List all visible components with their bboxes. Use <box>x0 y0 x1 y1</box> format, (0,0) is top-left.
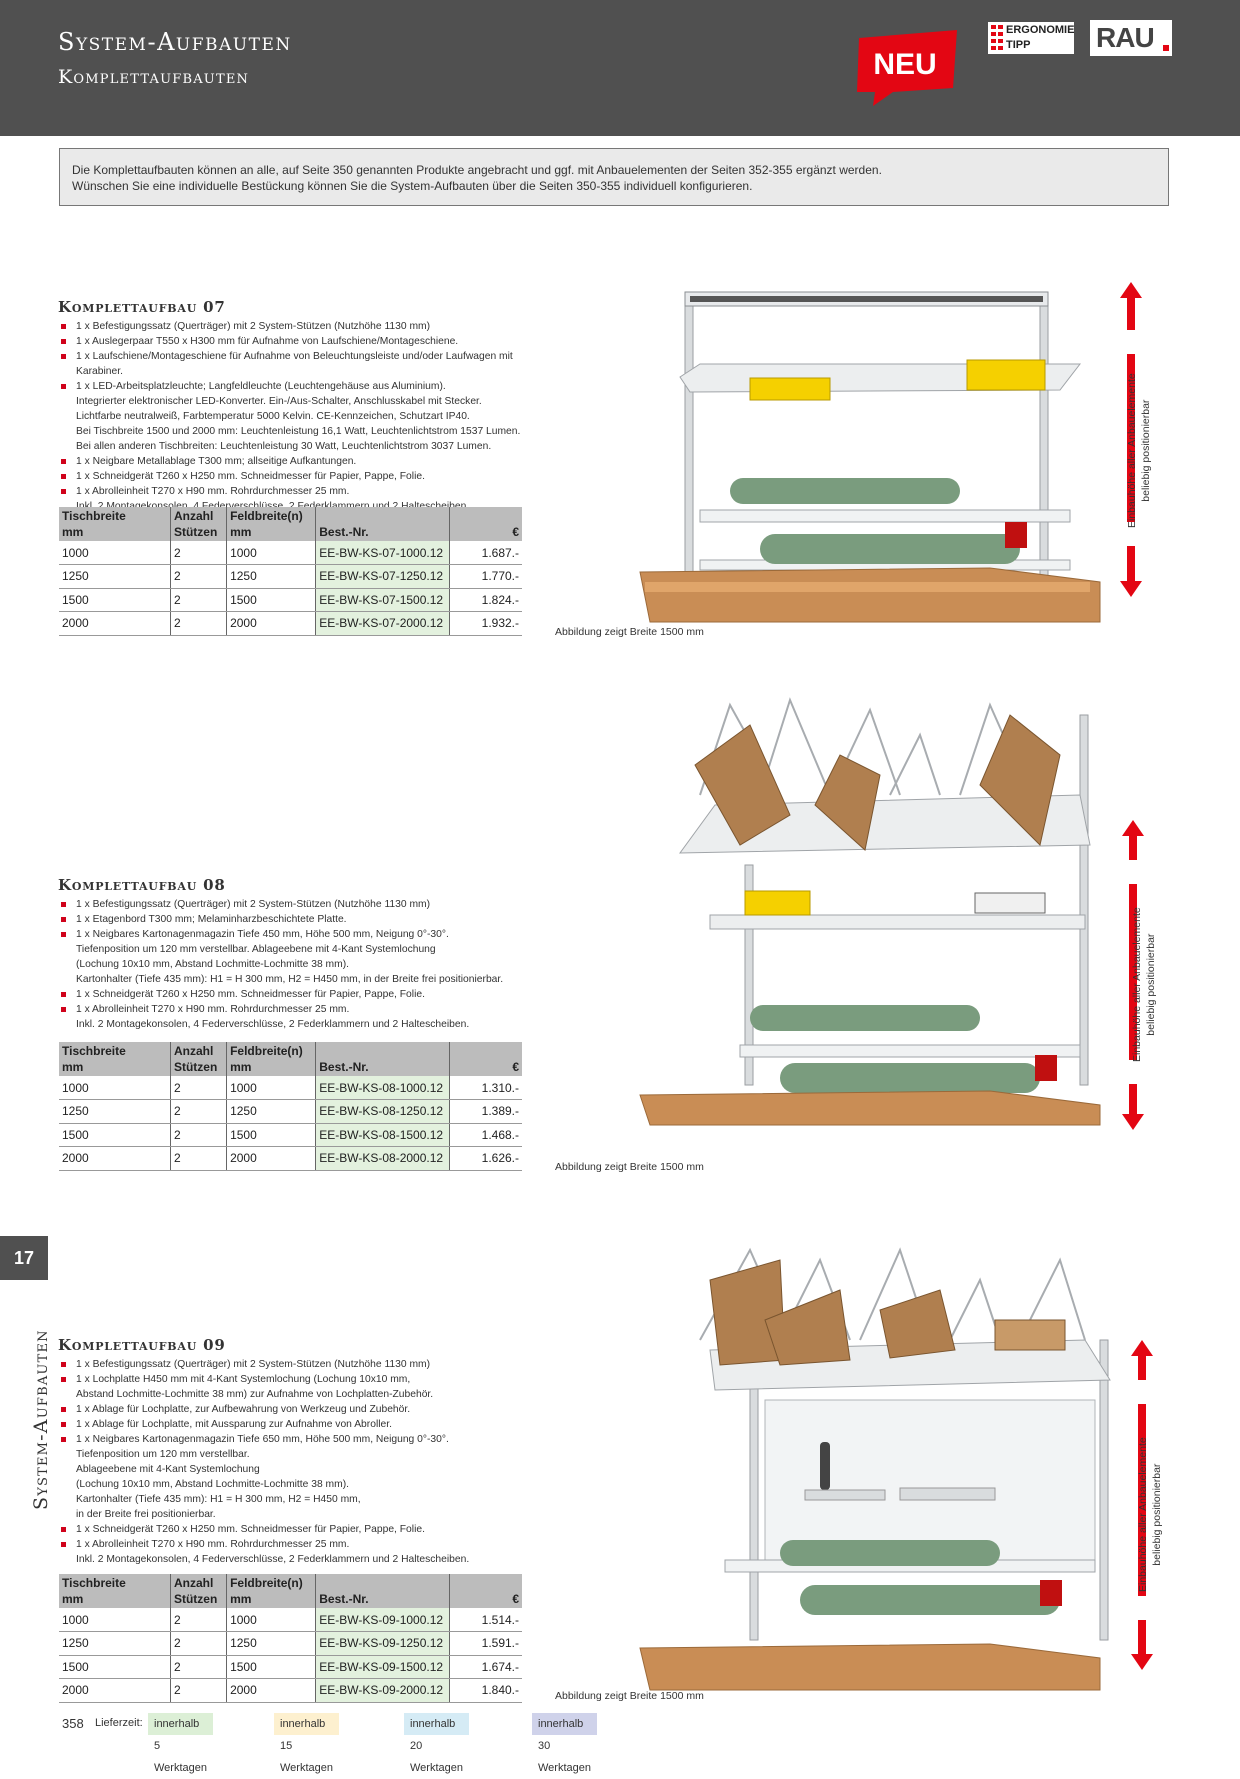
neu-badge-text: NEU <box>873 48 937 81</box>
header-anzahl: Anzahl <box>173 1044 214 1058</box>
cell-price: 1.824.- <box>450 588 522 612</box>
price-table-09 <box>59 1574 522 1703</box>
header-tischbreite: Tischbreite <box>62 1576 126 1590</box>
chapter-label: System-Aufbauten <box>30 1329 52 1510</box>
header-tischbreite: Tischbreite <box>62 509 126 523</box>
header-stuetzen: Stützen <box>173 525 218 539</box>
header-bestnr: Best.-Nr. <box>319 525 369 539</box>
cell-supports: 2 <box>170 1632 226 1656</box>
feature-item: Tiefenposition um 120 mm verstellbar. Ablageebene mit 4-Kant Systemlochung <box>76 944 436 955</box>
product-section-08 <box>58 876 538 1032</box>
product-title: Komplettaufbau 09 <box>58 1336 226 1354</box>
feature-item: Bei allen anderen Tischbreiten: Leuchtenleistung 30 Watt, Leuchtenlichtstrom 3037 Lumen. <box>76 441 492 452</box>
mounting-height-note-line2: beliebig positionierbar <box>1140 399 1152 502</box>
feature-item: 1 x Neigbare Metallablage T300 mm; allseitige Aufkantungen. <box>58 454 538 469</box>
table-row <box>59 1632 522 1656</box>
table-row <box>59 588 522 612</box>
col-anzahl <box>170 1042 226 1076</box>
feature-item: 1 x Auslegerpaar T550 x H300 mm für Aufnahme von Laufschiene/Montageschiene. <box>58 334 538 349</box>
col-price <box>450 1574 522 1608</box>
header-feldbreite: Feldbreite(n) <box>230 1576 303 1590</box>
delivery-5-days: innerhalb 5 Werktagen <box>148 1713 213 1735</box>
mounting-height-note-line2: beliebig positionierbar <box>1151 1463 1163 1566</box>
cell-width: 1500 <box>59 588 170 612</box>
neu-badge <box>853 28 963 106</box>
feature-item: Ablageebene mit 4-Kant Systemlochung <box>76 1464 260 1475</box>
header-spacer <box>453 1043 519 1059</box>
table-row <box>59 1076 522 1100</box>
col-feldbreite <box>227 1574 316 1608</box>
feature-item: 1 x Abrolleinheit T270 x H90 mm. Rohrdurchmesser 25 mm. <box>58 1002 538 1017</box>
cell-width: 1000 <box>59 541 170 565</box>
intro-line-1: Die Komplettaufbauten können an alle, auf Seite 350 genannten Produkte angebracht und ggf. mit Anbauelementen der Seiten 352-355 ergänzt werden. <box>72 163 882 177</box>
header-anzahl: Anzahl <box>173 1576 214 1590</box>
feature-item: 1 x Ablage für Lochplatte, zur Aufbewahrung von Werkzeug und Zubehör. <box>58 1402 538 1417</box>
cell-supports: 2 <box>170 1608 226 1632</box>
product-section-09 <box>58 1336 538 1567</box>
cell-width: 1250 <box>59 1100 170 1124</box>
cell-art: EE-BW-KS-09-1250.12 <box>316 1632 450 1656</box>
feature-item: Bei Tischbreite 1500 und 2000 mm: Leuchtenleistung 16,1 Watt, Leuchtenlichtstrom 1537 Lumen. <box>76 426 521 437</box>
feature-item: 1 x Schneidgerät T260 x H250 mm. Schneidmesser für Papier, Pappe, Folie. <box>58 987 538 1002</box>
col-tischbreite <box>59 1574 170 1608</box>
feature-item: Inkl. 2 Montagekonsolen, 4 Federverschlüsse, 2 Federklammern und 2 Haltescheiben. <box>76 1554 470 1565</box>
feature-list <box>58 897 538 1032</box>
col-bestnr <box>316 507 450 541</box>
cell-art: EE-BW-KS-08-1000.12 <box>316 1076 450 1100</box>
brand-name: RAU <box>1096 22 1154 53</box>
table-row <box>59 612 522 636</box>
feature-item: Kartonhalter (Tiefe 435 mm): H1 = H 300 mm, H2 = H450 mm, in der Breite frei positionierbar. <box>76 974 504 985</box>
cell-art: EE-BW-KS-07-1250.12 <box>316 565 450 589</box>
cell-field: 2000 <box>227 1147 316 1171</box>
delivery-label: Lieferzeit: <box>95 1717 143 1729</box>
header-mm2: mm <box>230 1592 252 1606</box>
cell-art: EE-BW-KS-09-1000.12 <box>316 1608 450 1632</box>
product-title: Komplettaufbau 07 <box>58 298 226 316</box>
cell-supports: 2 <box>170 565 226 589</box>
header-tischbreite: Tischbreite <box>62 1044 126 1058</box>
feature-item: 1 x Schneidgerät T260 x H250 mm. Schneidmesser für Papier, Pappe, Folie. <box>58 1522 538 1537</box>
cell-price: 1.687.- <box>450 541 522 565</box>
feature-item: (Lochung 10x10 mm, Abstand Lochmitte-Lochmitte 38 mm). <box>76 1479 349 1490</box>
col-price <box>450 507 522 541</box>
header-bestnr: Best.-Nr. <box>319 1592 369 1606</box>
tipp-text: TIPP <box>1006 39 1031 51</box>
mounting-height-note-08 <box>1130 907 1158 1062</box>
feature-item: Abstand Lochmitte-Lochmitte 38 mm) zur Aufnahme von Lochplatten-Zubehör. <box>76 1389 434 1400</box>
feature-item: Integrierter elektronischer LED-Konverter. Ein-/Aus-Schalter, Anschlusskabel mit Stecker. <box>76 396 482 407</box>
table-row <box>59 1679 522 1703</box>
cell-art: EE-BW-KS-07-1000.12 <box>316 541 450 565</box>
col-feldbreite <box>227 1042 316 1076</box>
page-number: 358 <box>62 1716 84 1731</box>
cell-width: 1000 <box>59 1076 170 1100</box>
cell-supports: 2 <box>170 541 226 565</box>
header-feldbreite: Feldbreite(n) <box>230 1044 303 1058</box>
cell-field: 1500 <box>227 1655 316 1679</box>
cell-width: 1500 <box>59 1123 170 1147</box>
feature-item: 1 x Ablage für Lochplatte, mit Aussparung zur Aufnahme von Abroller. <box>58 1417 538 1432</box>
mounting-height-note-line2: beliebig positionierbar <box>1145 933 1157 1036</box>
cell-supports: 2 <box>170 1147 226 1171</box>
cell-art: EE-BW-KS-08-2000.12 <box>316 1147 450 1171</box>
feature-item: 1 x Neigbares Kartonagenmagazin Tiefe 650 mm, Höhe 500 mm, Neigung 0°-30°. <box>58 1432 538 1447</box>
product-image-08 <box>640 695 1110 1125</box>
cell-field: 1250 <box>227 565 316 589</box>
feature-item: 1 x Befestigungssatz (Querträger) mit 2 System-Stützen (Nutzhöhe 1130 mm) <box>58 897 538 912</box>
feature-item: 1 x Neigbares Kartonagenmagazin Tiefe 450 mm, Höhe 500 mm, Neigung 0°-30°. <box>58 927 538 942</box>
table-row <box>59 1147 522 1171</box>
image-caption-07: Abbildung zeigt Breite 1500 mm <box>555 626 704 638</box>
feature-item: Lichtfarbe neutralweiß, Farbtemperatur 5000 Kelvin. CE-Kennzeichen, Schutzart IP40. <box>76 411 470 422</box>
price-table-07 <box>59 507 522 636</box>
feature-item: 1 x LED-Arbeitsplatzleuchte; Langfeldleuchte (Leuchtengehäuse aus Aluminium). <box>58 379 538 394</box>
cell-width: 1500 <box>59 1655 170 1679</box>
product-title: Komplettaufbau 08 <box>58 876 226 894</box>
cell-field: 1000 <box>227 1608 316 1632</box>
feature-item: 1 x Abrolleinheit T270 x H90 mm. Rohrdurchmesser 25 mm. <box>58 1537 538 1552</box>
cell-field: 1250 <box>227 1100 316 1124</box>
table-row <box>59 541 522 565</box>
delivery-20-days: innerhalb 20 Werktagen <box>404 1713 469 1735</box>
header-mm1: mm <box>62 525 84 539</box>
feature-item: 1 x Laufschiene/Montageschiene für Aufnahme von Beleuchtungsleiste und/oder Laufwagen mit Karabiner. <box>58 349 538 379</box>
cell-art: EE-BW-KS-07-1500.12 <box>316 588 450 612</box>
feature-item: Tiefenposition um 120 mm verstellbar. <box>76 1449 250 1460</box>
table-row <box>59 1123 522 1147</box>
feature-list <box>58 1357 538 1567</box>
chapter-tab: 17 <box>0 1236 48 1280</box>
cell-art: EE-BW-KS-07-2000.12 <box>316 612 450 636</box>
cell-price: 1.626.- <box>450 1147 522 1171</box>
delivery-15-days: innerhalb 15 Werktagen <box>274 1713 339 1735</box>
feature-item: 1 x Etagenbord T300 mm; Melaminharzbeschichtete Platte. <box>58 912 538 927</box>
table-header-row <box>59 507 522 541</box>
col-anzahl <box>170 1574 226 1608</box>
cell-supports: 2 <box>170 612 226 636</box>
delivery-30-days: innerhalb 30 Werktagen <box>532 1713 597 1735</box>
page-subtitle: Komplettaufbauten <box>58 66 250 88</box>
cell-supports: 2 <box>170 1100 226 1124</box>
mounting-height-note-line1: Einbauhöhe aller Anbauelemente <box>1137 1437 1149 1592</box>
header-spacer <box>453 508 519 524</box>
feature-item: Inkl. 2 Montagekonsolen, 4 Federverschlüsse, 2 Federklammern und 2 Haltescheiben. <box>76 1019 470 1030</box>
cell-width: 1250 <box>59 565 170 589</box>
cell-price: 1.674.- <box>450 1655 522 1679</box>
feature-item: 1 x Schneidgerät T260 x H250 mm. Schneidmesser für Papier, Pappe, Folie. <box>58 469 538 484</box>
header-bestnr: Best.-Nr. <box>319 1060 369 1074</box>
header-spacer <box>319 508 446 524</box>
feature-item: Kartonhalter (Tiefe 435 mm): H1 = H 300 mm, H2 = H450 mm, <box>76 1494 361 1505</box>
cell-field: 1500 <box>227 588 316 612</box>
cell-art: EE-BW-KS-09-2000.12 <box>316 1679 450 1703</box>
cell-width: 1000 <box>59 1608 170 1632</box>
cell-field: 1500 <box>227 1123 316 1147</box>
col-bestnr <box>316 1042 450 1076</box>
col-tischbreite <box>59 507 170 541</box>
cell-supports: 2 <box>170 588 226 612</box>
page-header <box>0 0 1240 136</box>
feature-item: 1 x Lochplatte H450 mm mit 4-Kant Systemlochung (Lochung 10x10 mm, <box>58 1372 538 1387</box>
feature-list <box>58 319 538 514</box>
image-caption-08: Abbildung zeigt Breite 1500 mm <box>555 1161 704 1173</box>
header-mm2: mm <box>230 1060 252 1074</box>
cell-width: 2000 <box>59 1679 170 1703</box>
cell-supports: 2 <box>170 1679 226 1703</box>
header-stuetzen: Stützen <box>173 1060 218 1074</box>
ergonomie-bars-icon <box>991 25 1003 51</box>
cell-price: 1.389.- <box>450 1100 522 1124</box>
table-row <box>59 1608 522 1632</box>
cell-art: EE-BW-KS-08-1250.12 <box>316 1100 450 1124</box>
product-section-07 <box>58 298 538 514</box>
feature-item: (Lochung 10x10 mm, Abstand Lochmitte-Lochmitte 38 mm). <box>76 959 349 970</box>
cell-width: 2000 <box>59 612 170 636</box>
header-stuetzen: Stützen <box>173 1592 218 1606</box>
cell-art: EE-BW-KS-09-1500.12 <box>316 1655 450 1679</box>
cell-field: 2000 <box>227 1679 316 1703</box>
col-anzahl <box>170 507 226 541</box>
mounting-height-note-line1: Einbauhöhe aller Anbauelemente <box>1131 907 1143 1062</box>
ergonomie-tipp-logo <box>988 22 1074 54</box>
cell-price: 1.468.- <box>450 1123 522 1147</box>
cell-field: 1250 <box>227 1632 316 1656</box>
table-row <box>59 1100 522 1124</box>
page-title: System-Aufbauten <box>58 28 292 56</box>
col-bestnr <box>316 1574 450 1608</box>
feature-item: 1 x Befestigungssatz (Querträger) mit 2 System-Stützen (Nutzhöhe 1130 mm) <box>58 1357 538 1372</box>
header-mm1: mm <box>62 1592 84 1606</box>
product-image-09 <box>640 1240 1110 1690</box>
feature-item: in der Breite frei positionierbar. <box>76 1509 216 1520</box>
cell-field: 1000 <box>227 1076 316 1100</box>
table-header-row <box>59 1042 522 1076</box>
col-feldbreite <box>227 507 316 541</box>
feature-item: 1 x Abrolleinheit T270 x H90 mm. Rohrdurchmesser 25 mm. <box>58 484 538 499</box>
product-image-07 <box>640 282 1110 622</box>
mounting-height-note-09 <box>1136 1437 1164 1592</box>
brand-dot <box>1163 45 1169 51</box>
header-spacer <box>319 1043 446 1059</box>
header-spacer <box>453 1575 519 1591</box>
ergonomie-text: ERGONOMIE <box>1006 24 1075 36</box>
cell-price: 1.591.- <box>450 1632 522 1656</box>
table-row <box>59 1655 522 1679</box>
rau-brand-logo <box>1090 20 1172 56</box>
col-price <box>450 1042 522 1076</box>
header-euro: € <box>512 1060 519 1074</box>
cell-supports: 2 <box>170 1076 226 1100</box>
cell-width: 2000 <box>59 1147 170 1171</box>
header-feldbreite: Feldbreite(n) <box>230 509 303 523</box>
header-anzahl: Anzahl <box>173 509 214 523</box>
table-row <box>59 565 522 589</box>
cell-price: 1.514.- <box>450 1608 522 1632</box>
header-mm1: mm <box>62 1060 84 1074</box>
cell-field: 1000 <box>227 541 316 565</box>
mounting-height-note-07 <box>1125 373 1153 528</box>
cell-supports: 2 <box>170 1655 226 1679</box>
header-euro: € <box>512 525 519 539</box>
cell-price: 1.770.- <box>450 565 522 589</box>
cell-art: EE-BW-KS-08-1500.12 <box>316 1123 450 1147</box>
intro-line-2: Wünschen Sie eine individuelle Bestückung können Sie die System-Aufbauten über die Seiten 350-355 individuell konfigurieren. <box>72 179 753 193</box>
header-spacer <box>319 1575 446 1591</box>
cell-field: 2000 <box>227 612 316 636</box>
feature-item: 1 x Befestigungssatz (Querträger) mit 2 System-Stützen (Nutzhöhe 1130 mm) <box>58 319 538 334</box>
cell-supports: 2 <box>170 1123 226 1147</box>
col-tischbreite <box>59 1042 170 1076</box>
header-mm2: mm <box>230 525 252 539</box>
table-header-row <box>59 1574 522 1608</box>
price-table-08 <box>59 1042 522 1171</box>
image-caption-09: Abbildung zeigt Breite 1500 mm <box>555 1690 704 1702</box>
intro-box <box>59 148 1169 206</box>
cell-price: 1.840.- <box>450 1679 522 1703</box>
cell-price: 1.932.- <box>450 612 522 636</box>
mounting-height-note-line1: Einbauhöhe aller Anbauelemente <box>1126 373 1138 528</box>
cell-width: 1250 <box>59 1632 170 1656</box>
cell-price: 1.310.- <box>450 1076 522 1100</box>
header-euro: € <box>512 1592 519 1606</box>
